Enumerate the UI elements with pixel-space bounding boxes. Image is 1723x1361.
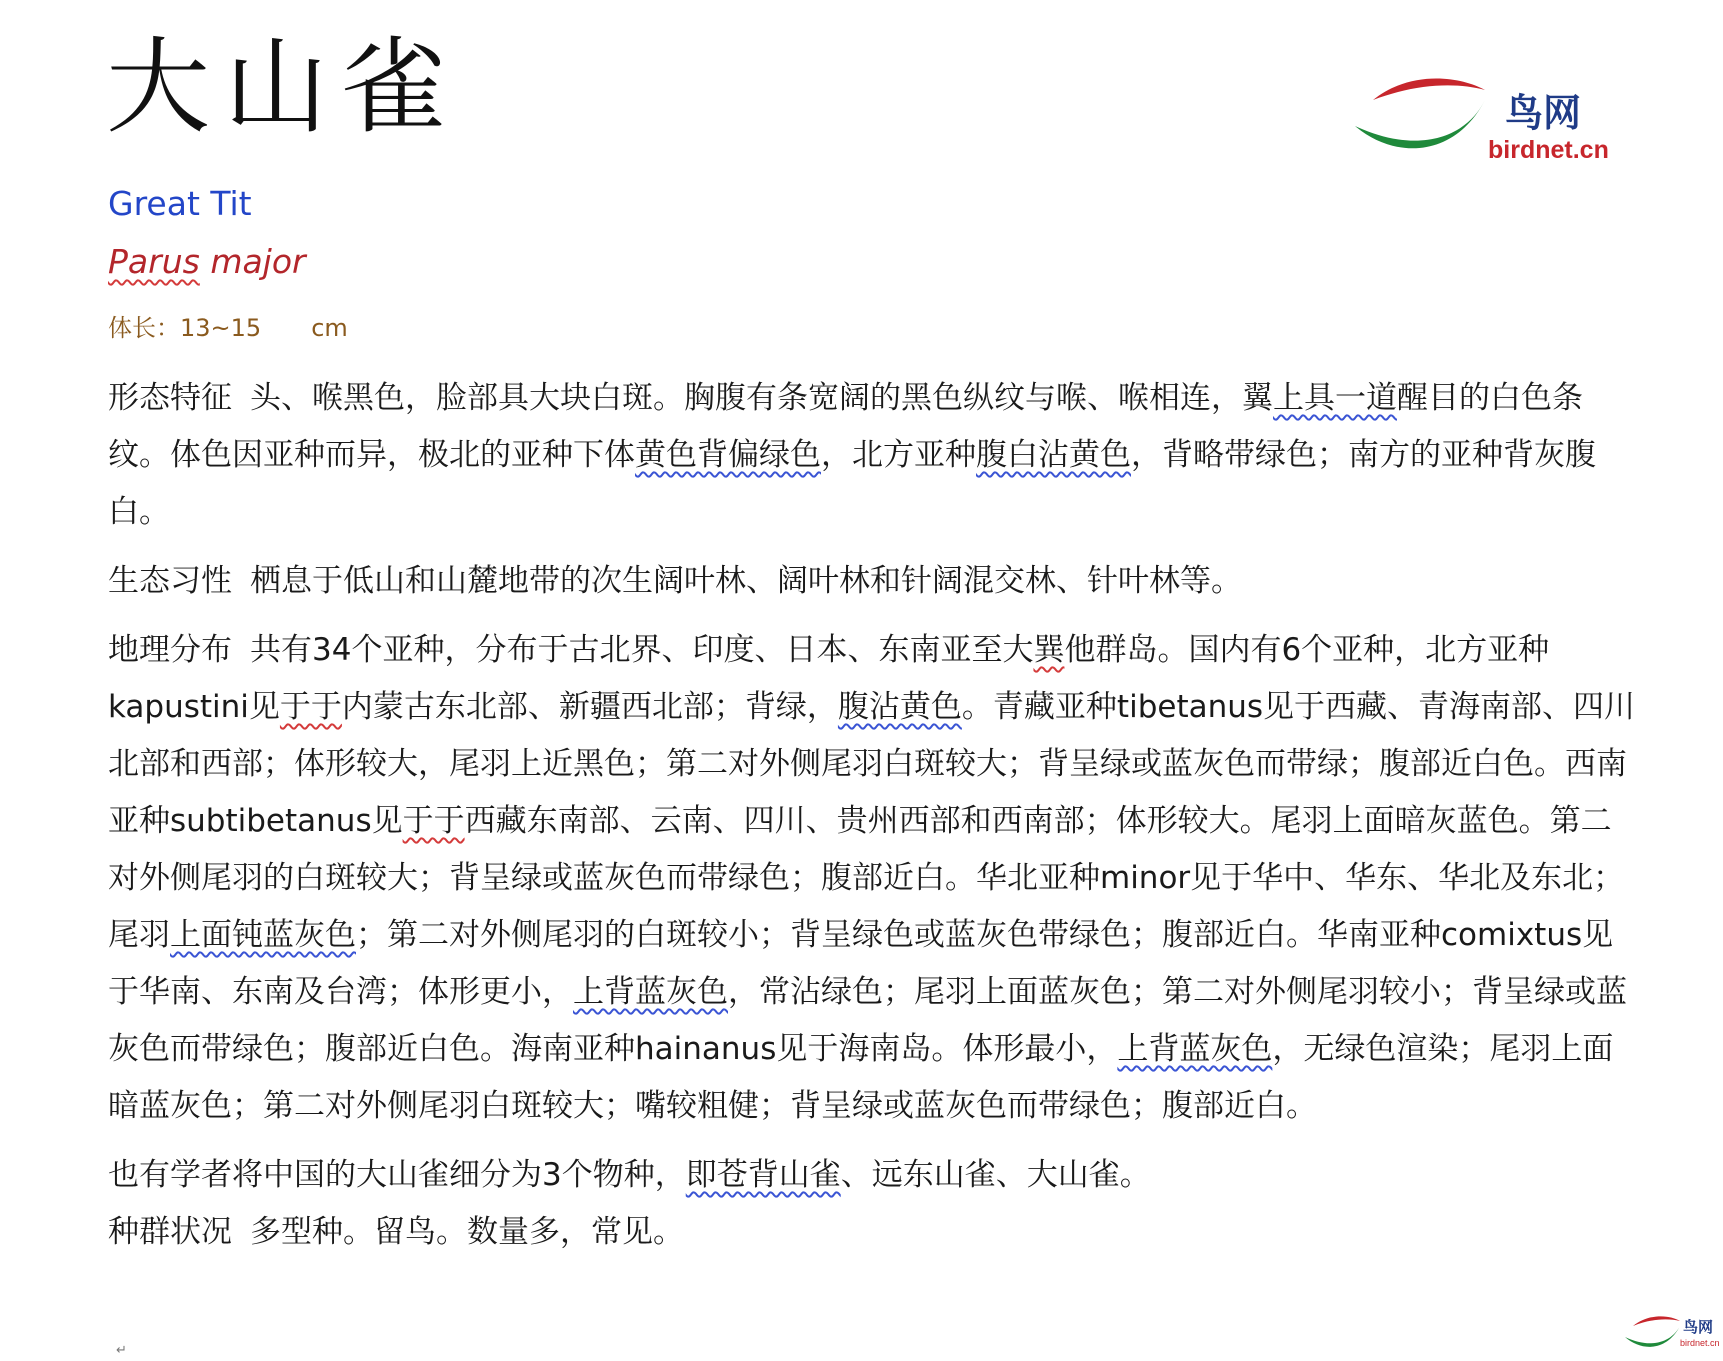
morphology-label: 形态特征 <box>108 380 232 416</box>
distribution-label: 地理分布 <box>108 632 232 668</box>
body-length <box>108 308 348 343</box>
scientific-name-genus: Parus <box>108 242 200 281</box>
ecology-label: 生态习性 <box>108 563 232 599</box>
population-label: 种群状况 <box>108 1214 232 1250</box>
birdnet-logo <box>1355 78 1609 178</box>
logo-url-text: birdnet.cn <box>1488 136 1609 164</box>
page-title: 大山雀 <box>106 26 461 148</box>
footer-swoosh-icon <box>1625 1316 1685 1356</box>
body-length-unit: cm <box>311 314 348 342</box>
body-length-value: 体长：13~15 <box>108 314 262 342</box>
ecology-paragraph: 生态习性 栖息于低山和山麓地带的次生阔叶林、阔叶林和针阔混交林、针叶林等。 <box>108 563 1242 599</box>
swoosh-logo-icon <box>1355 78 1505 168</box>
scientific-name <box>108 242 306 281</box>
footer-logo-chinese: 鸟网 <box>1683 1318 1714 1336</box>
taxonomy-note-paragraph: 也有学者将中国的大山雀细分为3个物种，即苍背山雀、远东山雀、大山雀。 <box>108 1157 1151 1193</box>
species-description <box>108 370 1638 1273</box>
morphology-paragraph: 形态特征 头、喉黑色，脸部具大块白斑。胸腹有条宽阔的黑色纵纹与喉、喉相连，翼上具一道醒目的白色条纹。体色因亚种而异，极北的亚种下体黄色背偏绿色，北方亚种腹白沾黄色，背略带绿色；南方的亚种背灰腹白。 <box>108 380 1596 530</box>
footer-logo-url: birdnet.cn <box>1680 1338 1720 1348</box>
paragraph-mark-icon: ↵ <box>116 1343 127 1358</box>
logo-chinese-text: 鸟网 <box>1505 90 1582 135</box>
footer-watermark-logo <box>1625 1316 1720 1356</box>
population-paragraph: 种群状况 多型种。留鸟。数量多，常见。 <box>108 1214 684 1250</box>
scientific-name-species: major <box>210 242 306 281</box>
distribution-paragraph: 地理分布 共有34个亚种，分布于古北界、印度、日本、东南亚至大巽他群岛。国内有6个亚种，北方亚种kapustini见于于内蒙古东北部、新疆西北部；背绿，腹沾黄色。青藏亚种tibetanus见于西藏、青海南部、四川北部和西部；体形较大，尾羽上近黑色；第二对外侧尾羽白斑较大；背呈绿或蓝灰色而带绿；腹部近白色。西南亚种subtibetanus见于于西藏东南部、云南、四川、贵州西部和西南部；体形较大。尾羽上面暗灰蓝色。第二对外侧尾羽的白斑较大；背呈绿或蓝灰色而带绿色；腹部近白。华北亚种minor见于华中、华东、华北及东北；尾羽上面钝蓝灰色；第二对外侧尾羽的白斑较小；背呈绿色或蓝灰色带绿色；腹部近白。华南亚种comixtus见于华南、东南及台湾；体形更小，上背蓝灰色，常沾绿色；尾羽上面蓝灰色；第二对外侧尾羽较小；背呈绿或蓝灰色而带绿色；腹部近白色。海南亚种hainanus见于海南岛。体形最小，上背蓝灰色，无绿色渲染；尾羽上面暗蓝灰色；第二对外侧尾羽白斑较大；嘴较粗健；背呈绿或蓝灰色而带绿色；腹部近白。 <box>108 632 1636 1124</box>
common-name: Great Tit <box>108 184 252 223</box>
